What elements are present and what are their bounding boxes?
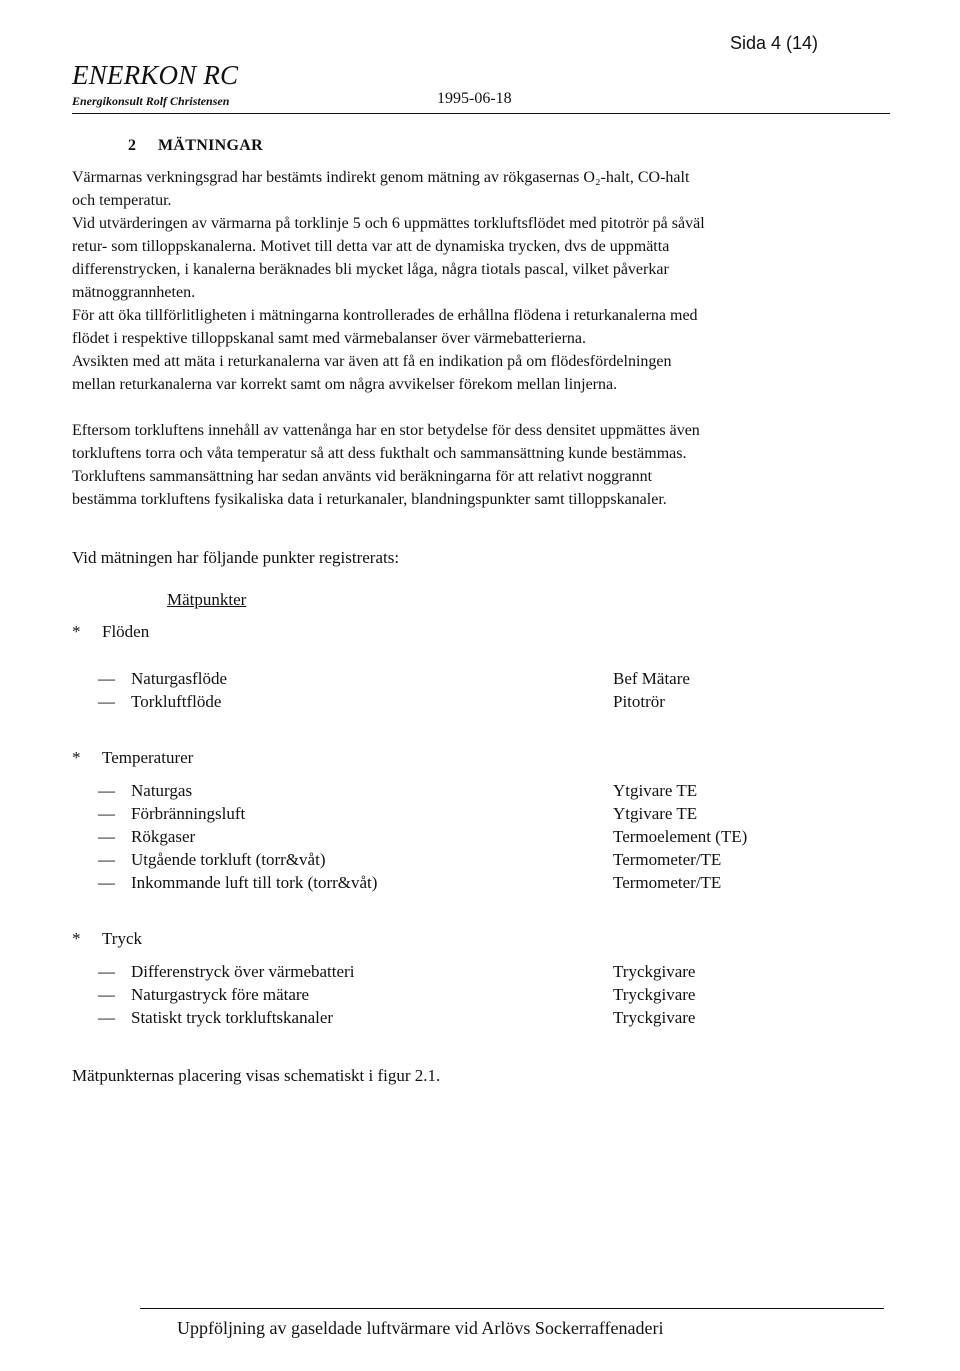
item-label: Naturgastryck före mätare [131,985,310,1004]
item-label: Naturgasflöde [131,669,227,688]
paragraph-line: Vid utvärderingen av värmarna på torklinje 5 och 6 uppmättes torkluftsflödet med pitotrör på såväl [72,215,705,232]
section-heading [128,137,263,155]
paragraph-gap [72,396,892,419]
footer-text: Uppföljning av gaseldade luftvärmare vid Arlövs Sockerraffenaderi [177,1318,664,1338]
dash: — [98,781,115,800]
body-text [72,166,892,511]
paragraph-line: För att öka tillförlitligheten i mätningarna kontrollerades de erhållna flödena i returkanalerna med [72,307,698,324]
paragraph-line: retur- som tilloppskanalerna. Motivet till detta var att de dynamiska trycken, dvs de uppmätta [72,238,670,255]
category-name: Tryck [102,929,142,948]
dash: — [98,827,115,846]
dash: — [98,850,115,869]
paragraph-line: Värmarnas verkningsgrad har bestämts indirekt genom mätning av rökgasernas O₂-halt, CO-halt [72,169,690,186]
dash: — [98,962,115,981]
dash: — [98,804,115,823]
bullet-star: * [72,622,81,641]
item-instrument: Pitotrör [613,692,665,711]
company-subtitle: Energikonsult Rolf Christensen [72,94,230,108]
paragraph-line: flödet i respektive tilloppskanal samt med värmebalanser över värmebatterierna. [72,330,587,347]
item-instrument: Ytgivare TE [613,804,698,823]
item-instrument: Termoelement (TE) [613,827,748,846]
paragraph-line: bestämma torkluftens fysikaliska data i returkanaler, blandningspunkter samt tilloppskanaler. [72,491,667,508]
bullet-star: * [72,748,81,767]
item-instrument: Tryckgivare [613,985,696,1004]
paragraph-line: Eftersom torkluftens innehåll av vattenånga har en stor betydelse för dess densitet uppmättes även [72,422,700,439]
item-label: Inkommande luft till tork (torr&våt) [131,873,378,892]
item-label: Utgående torkluft (torr&våt) [131,850,326,869]
measurement-intro: Vid mätningen har följande punkter registrerats: [72,548,400,567]
page-number: Sida 4 (14) [730,33,819,53]
bullet-star: * [72,929,81,948]
column-heading: Mätpunkter [167,590,247,609]
paragraph-line: mätnoggrannheten. [72,284,196,301]
item-instrument: Tryckgivare [613,1008,696,1027]
paragraph-line: Torkluftens sammansättning har sedan använts vid beräkningarna för att relativt noggrannt [72,468,653,485]
item-instrument: Ytgivare TE [613,781,698,800]
figure-reference: Mätpunkternas placering visas schematiskt i figur 2.1. [72,1066,441,1085]
footer-rule [140,1308,884,1309]
dash: — [98,692,115,711]
item-label: Differenstryck över värmebatteri [131,962,355,981]
item-label: Förbränningsluft [131,804,246,823]
paragraph-line: och temperatur. [72,192,172,209]
item-instrument: Termometer/TE [613,850,722,869]
item-instrument: Bef Mätare [613,669,690,688]
section-title: MÄTNINGAR [158,137,263,154]
item-label: Naturgas [131,781,193,800]
category-temperaturer [72,748,193,768]
category-tryck [72,929,142,949]
item-label: Statiskt tryck torkluftskanaler [131,1008,334,1027]
document-date: 1995-06-18 [437,90,512,107]
dash: — [98,1008,115,1027]
category-name: Temperaturer [102,748,194,767]
category-floden [72,622,149,642]
company-logo-text: ENERKON RC [72,60,239,90]
paragraph-line: differenstrycken, i kanalerna beräknades bli mycket låga, några tiotals pascal, vilket påverkar [72,261,669,278]
dash: — [98,873,115,892]
paragraph-line: Avsikten med att mäta i returkanalerna var även att få en indikation på om flödesfördelningen [72,353,672,370]
item-instrument: Termometer/TE [613,873,722,892]
dash: — [98,985,115,1004]
paragraph-line: torkluftens torra och våta temperatur så att dess fukthalt och sammansättning kunde bestämmas. [72,445,687,462]
section-number: 2 [128,137,136,154]
item-instrument: Tryckgivare [613,962,696,981]
header-rule [72,113,890,114]
item-label: Torkluftflöde [131,692,222,711]
category-name: Flöden [102,622,150,641]
dash: — [98,669,115,688]
paragraph-line: mellan returkanalerna var korrekt samt om några avvikelser förekom mellan linjerna. [72,376,618,393]
item-label: Rökgaser [131,827,196,846]
